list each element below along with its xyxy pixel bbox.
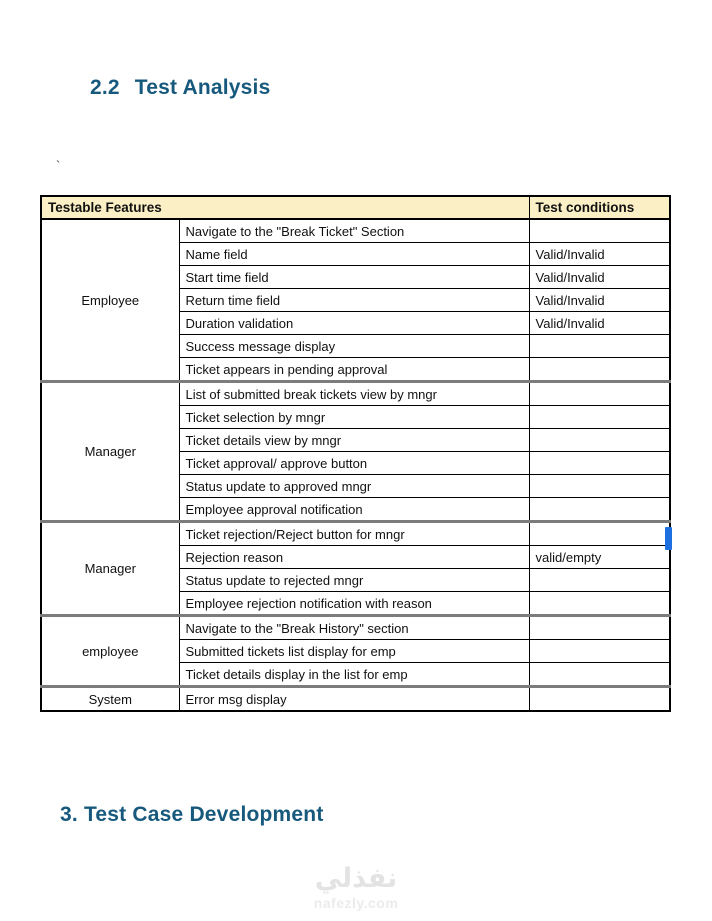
feature-cell: Success message display — [179, 335, 529, 358]
condition-cell — [529, 382, 670, 406]
condition-cell — [529, 592, 670, 616]
condition-cell — [529, 429, 670, 452]
group-cell: System — [41, 687, 179, 712]
table-header-row — [41, 196, 670, 219]
feature-cell: Navigate to the "Break History" section — [179, 616, 529, 640]
header-test-conditions: Test conditions — [529, 196, 670, 219]
feature-cell: Error msg display — [179, 687, 529, 712]
heading-number: 2.2 — [90, 76, 120, 99]
feature-cell: Navigate to the "Break Ticket" Section — [179, 219, 529, 243]
feature-cell: Employee approval notification — [179, 498, 529, 522]
condition-cell — [529, 522, 670, 546]
feature-cell: Return time field — [179, 289, 529, 312]
table-row — [41, 522, 670, 546]
group-cell: Employee — [41, 219, 179, 382]
feature-cell: Employee rejection notification with reason — [179, 592, 529, 616]
watermark-domain: nafezly.com — [313, 895, 399, 911]
feature-cell: Name field — [179, 243, 529, 266]
condition-cell — [529, 498, 670, 522]
feature-cell: List of submitted break tickets view by mngr — [179, 382, 529, 406]
table-row — [41, 687, 670, 712]
feature-cell: Ticket details display in the list for emp — [179, 663, 529, 687]
condition-cell: Valid/Invalid — [529, 266, 670, 289]
condition-cell: Valid/Invalid — [529, 243, 670, 266]
condition-cell: valid/empty — [529, 546, 670, 569]
feature-cell: Ticket details view by mngr — [179, 429, 529, 452]
stray-backtick-mark: ` — [56, 158, 61, 173]
section-heading-test-case-development — [60, 803, 324, 827]
testable-features-table — [40, 195, 671, 712]
header-testable-features: Testable Features — [41, 196, 529, 219]
condition-cell — [529, 358, 670, 382]
feature-cell: Status update to rejected mngr — [179, 569, 529, 592]
condition-cell — [529, 569, 670, 592]
feature-cell: Rejection reason — [179, 546, 529, 569]
table-row — [41, 219, 670, 243]
condition-cell: Valid/Invalid — [529, 289, 670, 312]
condition-cell — [529, 452, 670, 475]
feature-cell: Ticket selection by mngr — [179, 406, 529, 429]
group-cell: Manager — [41, 382, 179, 522]
table-row — [41, 382, 670, 406]
condition-cell — [529, 406, 670, 429]
table-row — [41, 616, 670, 640]
section-heading-test-analysis — [90, 76, 270, 100]
table-cell-selection-indicator — [665, 527, 672, 550]
feature-cell: Ticket approval/ approve button — [179, 452, 529, 475]
heading-text: Test Analysis — [134, 76, 271, 99]
condition-cell — [529, 640, 670, 663]
condition-cell: Valid/Invalid — [529, 312, 670, 335]
group-cell: Manager — [41, 522, 179, 616]
condition-cell — [529, 616, 670, 640]
heading-text: 3. Test Case Development — [60, 803, 324, 826]
condition-cell — [529, 219, 670, 243]
condition-cell — [529, 475, 670, 498]
feature-cell: Duration validation — [179, 312, 529, 335]
group-cell: employee — [41, 616, 179, 687]
feature-cell: Ticket appears in pending approval — [179, 358, 529, 382]
condition-cell — [529, 687, 670, 712]
watermark-arabic-logo: نفذلي — [314, 863, 398, 894]
feature-cell: Ticket rejection/Reject button for mngr — [179, 522, 529, 546]
feature-cell: Submitted tickets list display for emp — [179, 640, 529, 663]
feature-cell: Status update to approved mngr — [179, 475, 529, 498]
condition-cell — [529, 335, 670, 358]
feature-cell: Start time field — [179, 266, 529, 289]
watermark — [0, 864, 712, 911]
condition-cell — [529, 663, 670, 687]
